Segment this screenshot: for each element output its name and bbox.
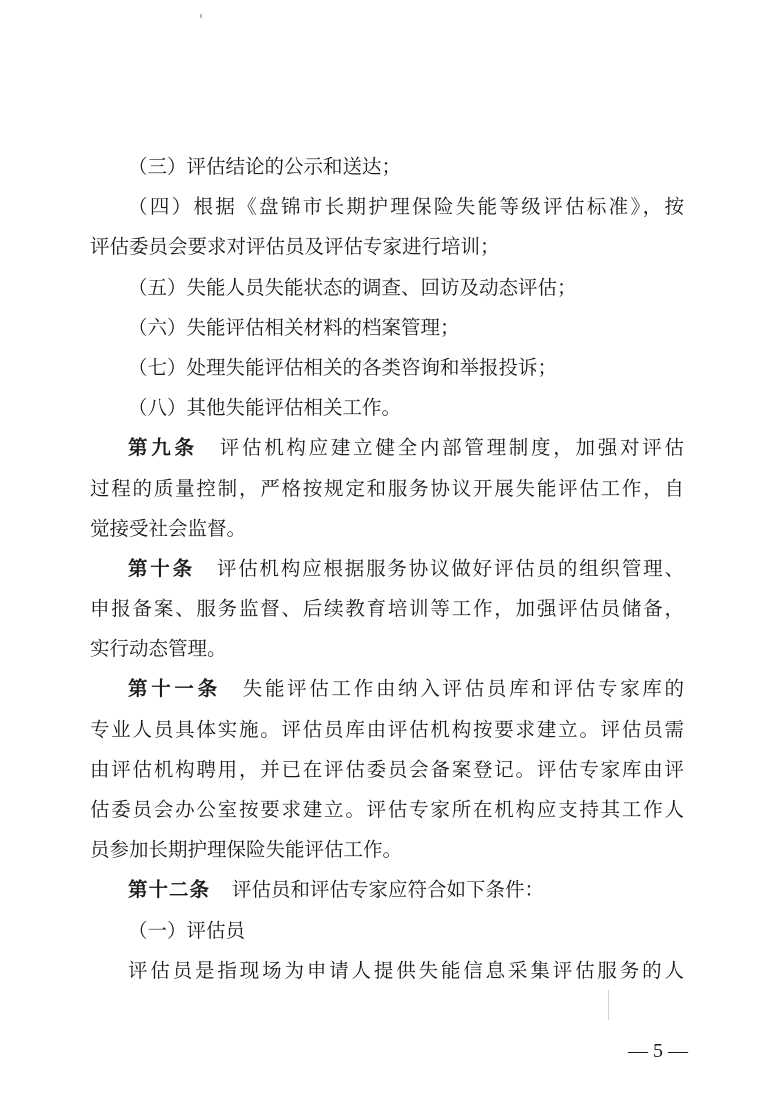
article-10-text-1: 评估机构应根据服务协议做好评估员的组织管理、 xyxy=(216,556,684,580)
scan-mark xyxy=(200,14,202,18)
article-12-heading: 第十二条 xyxy=(128,878,211,902)
article-12-text-1: 评估员和评估专家应符合如下条件： xyxy=(232,878,545,902)
page-number: — 5 — xyxy=(628,1040,688,1062)
article-11-line-2: 专业人员具体实施。评估员库由评估机构按要求建立。评估员需 xyxy=(90,717,684,741)
article-10-line-3: 实行动态管理。 xyxy=(90,637,227,661)
document-body xyxy=(90,147,684,991)
article-9-heading: 第九条 xyxy=(128,436,198,460)
article-11-line-5: 员参加长期护理保险失能评估工作。 xyxy=(90,838,403,862)
article-12-line-1 xyxy=(90,870,684,910)
article-11-line-3: 由评估机构聘用，并已在评估委员会备案登记。评估专家库由评 xyxy=(90,757,684,781)
article-9-text-1: 评估机构应建立健全内部管理制度，加强对评估 xyxy=(219,436,684,460)
sub-item-1: （一）评估员 xyxy=(128,918,246,942)
final-paragraph-line: 评估员是指现场为申请人提供失能信息采集评估服务的人 xyxy=(128,958,684,982)
item-7: （七）处理失能评估相关的各类咨询和举报投诉； xyxy=(128,355,558,379)
article-9-line-1 xyxy=(90,428,684,468)
article-11-heading: 第十一条 xyxy=(128,677,221,701)
article-11-line-1 xyxy=(90,669,684,709)
item-4-line-2: 评估委员会要求对评估员及评估专家进行培训； xyxy=(90,235,500,259)
article-11-line-4: 估委员会办公室按要求建立。评估专家所在机构应支持其工作人 xyxy=(90,798,684,821)
article-10-line-2: 申报备案、服务监督、后续教育培训等工作，加强评估员储备， xyxy=(90,597,684,621)
article-9-line-3: 觉接受社会监督。 xyxy=(90,516,247,540)
article-10-line-1 xyxy=(90,549,684,589)
article-9-line-2: 过程的质量控制，严格按规定和服务协议开展失能评估工作，自 xyxy=(90,476,684,500)
article-11-text-1: 失能评估工作由纳入评估员库和评估专家库的 xyxy=(242,677,684,701)
item-5: （五）失能人员失能状态的调查、回访及动态评估； xyxy=(128,275,577,299)
item-4-line-1: （四）根据《盘锦市长期护理保险失能等级评估标准》，按 xyxy=(128,195,684,219)
item-6: （六）失能评估相关材料的档案管理； xyxy=(128,315,460,339)
scan-line xyxy=(608,990,609,1020)
item-8: （八）其他失能评估相关工作。 xyxy=(128,396,402,420)
article-10-heading: 第十条 xyxy=(128,556,195,580)
item-3: （三）评估结论的公示和送达； xyxy=(128,155,402,178)
